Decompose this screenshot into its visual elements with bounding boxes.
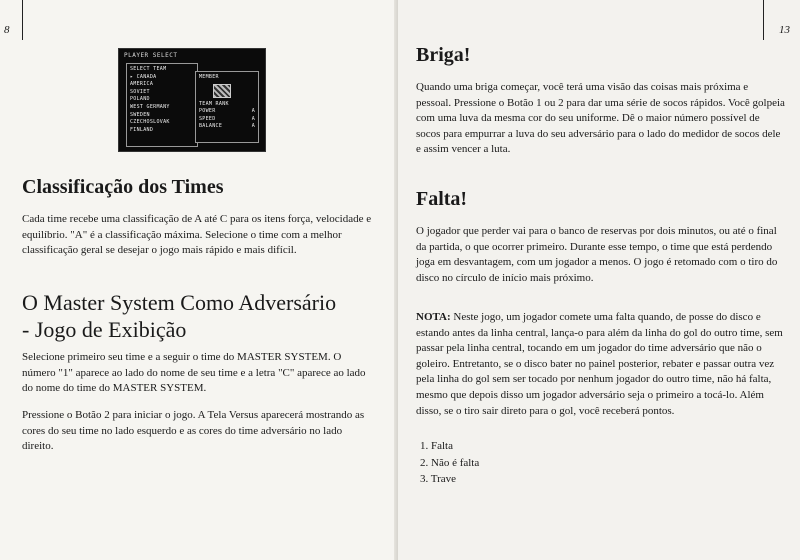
team-list-item: SWEDEN [130, 111, 150, 118]
stat-row: BALANCE A [199, 123, 255, 130]
team-rank-panel [195, 71, 259, 143]
section-body-falta: O jogador que perder vai para o banco de reservas por dois minutos, ou até o final da partida, o que ocorrer primeiro. Durante esse tempo, o time que está perdendo joga em desvantagem, com um jogador a menos. O jogo é retomado com o tiro do disco no círculo de início mais próximo. [416, 225, 778, 284]
list-item: 3. Trave [420, 473, 457, 485]
foul-options-list [420, 438, 479, 488]
section-body-briga: Quando uma briga começar, você terá uma visão das coisas mais próxima e pessoal. Pressione o Botão 1 ou 2 para dar uma série de socos rápidos. Você golpeia com uma luva da mesma cor do seu uniforme. Dê o maior número possível de socos para empurrar a luva do seu adversário para o lado do medidor de socos dele e assim vencer a luta. [416, 81, 785, 156]
left-page-edge-line [22, 0, 23, 40]
team-list-item: AMERICA [130, 81, 154, 88]
game-screenshot [118, 48, 266, 152]
left-page-number: 8 [4, 24, 10, 36]
stat-row: POWER A [199, 108, 255, 115]
section-body-classificacao: Cada time recebe uma classificação de A até C para os itens força, velocidade e equilíbrio. "A" é a classificação máxima. Selecione o time com a melhor classificação geral se desejar o jogo mais rápido e mais difícil. [22, 213, 372, 257]
section-body-master-system-1: Selecione primeiro seu time e a seguir o time do MASTER SYSTEM. O número "1" aparece ao lado do nome de seu time e a letra "C" aparece ao lado do nome do time do MASTER SYSTEM. [22, 351, 366, 395]
team-rank-label: TEAM RANK [199, 100, 229, 107]
list-item: 2. Não é falta [420, 456, 480, 469]
right-page [398, 0, 800, 560]
title-line-1: O Master System Como Adversário [22, 290, 337, 315]
team-select-list [126, 63, 198, 147]
team-flag-icon [213, 84, 231, 98]
note-body: Neste jogo, um jogador comete uma falta quando, de posse do disco e estando antes da linha central, lança-o para além da linha do gol do outro time, sem passar pela linha central, tocando em um jogador do time adversário que não o goleiro. Entretanto, se o disco bater no painel posterior, rebater e passar outra vez pela linha do gol sem ser tocado por nenhum jogador do outro time, não há falta, mesmo que depois disso um jogador adversário seja o primeiro a tocá-lo. Além disso, se o tiro sair direto para o gol, você receberá pontos. [416, 311, 783, 417]
team-list-item: SOVIET [130, 88, 150, 95]
section-title-master-system [22, 290, 392, 344]
section-title-briga: Briga! [416, 44, 471, 66]
section-body-master-system-2: Pressione o Botão 2 para iniciar o jogo. A Tela Versus aparecerá mostrando as cores do seu time no lado esquerdo e as cores do time adversário no lado direito. [22, 409, 365, 453]
right-page-number: 13 [779, 24, 790, 36]
title-line-2: - Jogo de Exibição [22, 316, 187, 342]
list-item: 1. Falta [420, 440, 453, 452]
left-page [0, 0, 398, 560]
team-list-item: WEST GERMANY [130, 103, 170, 110]
stat-row: SPEED A [199, 115, 255, 122]
note-paragraph [416, 310, 786, 419]
team-list-item: POLAND [130, 96, 150, 103]
member-header: MEMBER [199, 74, 219, 80]
team-list-item: ▸ CANADA [130, 73, 157, 80]
team-list-header: SELECT TEAM [130, 66, 167, 72]
team-list-item: CZECHOSLOVAK [130, 119, 170, 126]
section-title-falta: Falta! [416, 188, 468, 210]
right-page-edge-line [763, 0, 764, 40]
team-list-item: FINLAND [130, 126, 154, 133]
section-title-classificacao: Classificação dos Times [22, 176, 224, 198]
note-label: NOTA: [416, 311, 451, 323]
game-screen-title: PLAYER SELECT [124, 52, 178, 59]
